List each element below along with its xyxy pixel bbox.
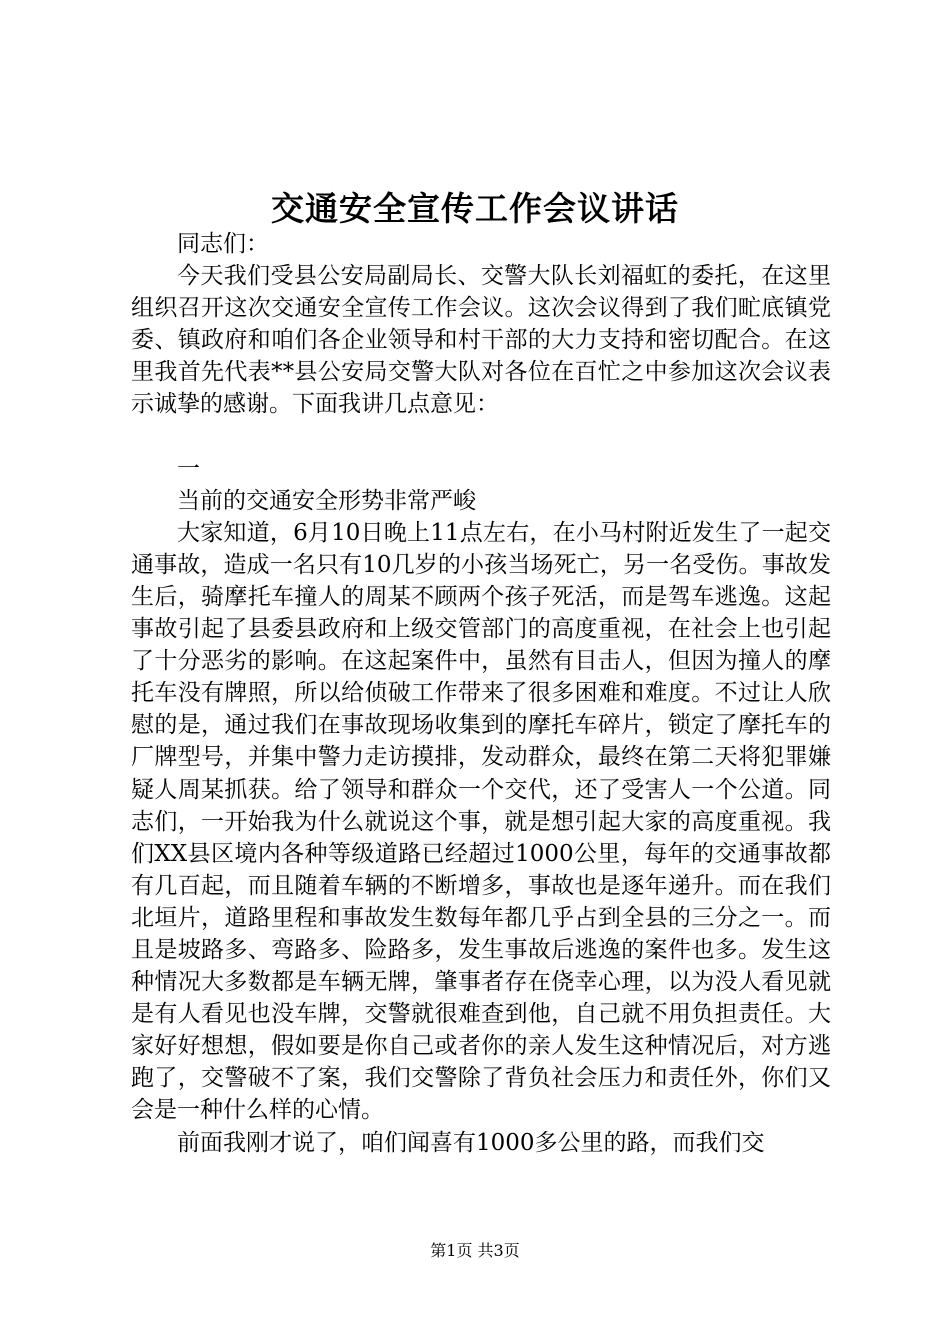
paragraph-accident: 大家知道，6月10日晚上11点左右，在小马村附近发生了一起交通事故，造成一名只有10几岁的小孩当场死亡，另一名受伤。事故发生后，骑摩托车撞人的周某不顾两个孩子死活，而是驾车逃逸。这起事故引起了县委县政府和上级交管部门的高度重视，在社会上也引起了十分恶劣的影响。在这起案件中，虽然有目击人，但因为撞人的摩托车没有牌照，所以给侦破工作带来了很多困难和难度。不过让人欣慰的是，通过我们在事故现场收集到的摩托车碎片，锁定了摩托车的厂牌型号，并集中警力走访摸排，发动群众，最终在第二天将犯罪嫌疑人周某抓获。给了领导和群众一个交代，还了受害人一个公道。同志们，一开始我为什么就说这个事，就是想引起大家的高度重视。我们XX县区境内各种等级道路已经超过1000公里，每年的交通事故都有几百起，而且随着车辆的不断增多，事故也是逐年递升。而在我们北垣片，道路里程和事故发生数每年都几乎占到全县的三分之一。而且是坡路多、弯路多、险路多，发生事故后逃逸的案件也多。发生这种情况大多数都是车辆无牌，肇事者存在侥幸心理，以为没人看见就是有人看见也没车牌，交警就很难查到他，自己就不用负担责任。大家好好想想，假如要是你自己或者你的亲人发生这种情况后，对方逃跑了，交警破不了案，我们交警除了背负社会压力和责任外，你们又会是一种什么样的心情。 [131, 519, 831, 1124]
section-number: 一 [177, 455, 200, 482]
paragraph-intro: 今天我们受县公安局副局长、交警大队长刘福虹的委托，在这里组织召开这次交通安全宣传工作会议。这次会议得到了我们甿底镇党委、镇政府和咱们各企业领导和村干部的大力支持和密切配合。在这里我首先代表**县公安局交警大队对各位在百忙之中参加这次会议表示诚挚的感谢。下面我讲几点意见： [131, 263, 831, 418]
document-title: 交通安全宣传工作会议讲话 [271, 189, 679, 228]
paragraph-gap [131, 421, 831, 453]
paragraph-continued: 前面我刚才说了，咱们闻喜有1000多公里的路，而我们交 [177, 1129, 765, 1156]
page-footer: 第1页 共3页 [430, 1241, 520, 1260]
section-heading: 当前的交通安全形势非常严峻 [177, 487, 476, 514]
document-body [131, 228, 831, 1159]
salutation: 同志们： [177, 231, 269, 257]
